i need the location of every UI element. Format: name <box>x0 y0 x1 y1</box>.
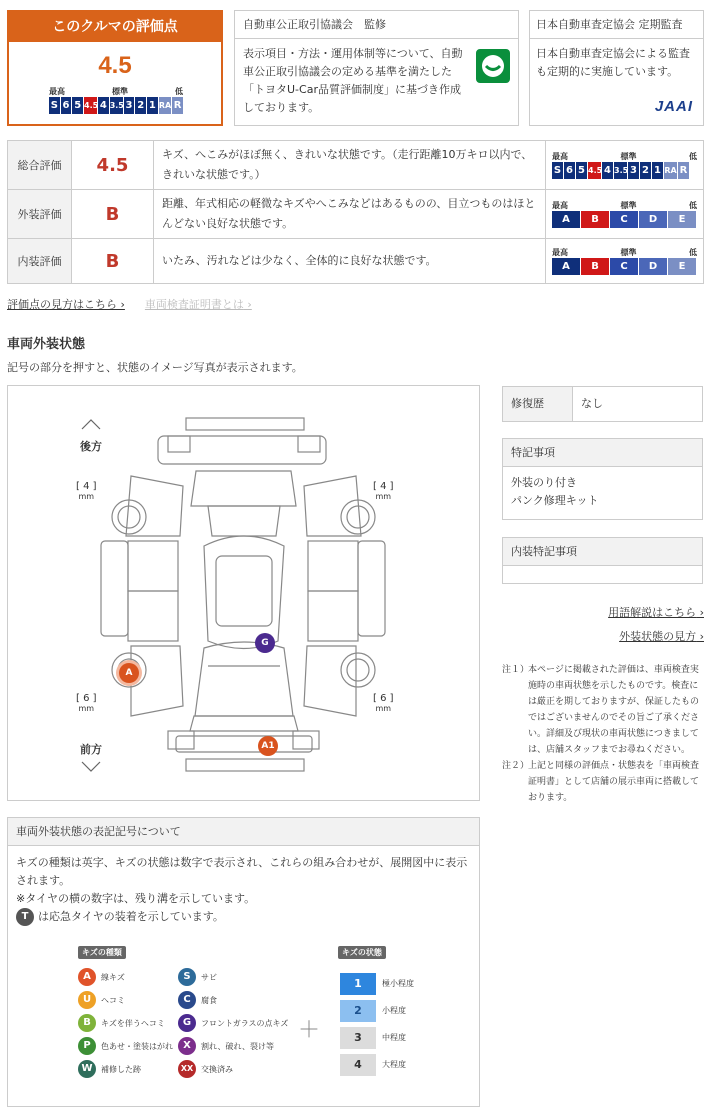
damage-type-name: 補修した跡 <box>101 1064 141 1074</box>
eval-label: 外装評価 <box>8 190 72 239</box>
eval-scale <box>546 141 704 190</box>
scale-cell: RA <box>664 162 677 179</box>
eval-row-exterior <box>8 190 704 239</box>
letter-scale-cells <box>552 211 697 228</box>
legend-desc <box>8 846 479 926</box>
fair-trade-panel <box>234 10 519 126</box>
damage-type-item <box>178 991 217 1009</box>
damage-type-icon: P <box>78 1037 96 1055</box>
damage-mark-a[interactable]: A <box>119 663 139 683</box>
scale-cell: 3 <box>124 97 135 114</box>
scale-cell: R <box>172 97 183 114</box>
damage-type-icon: W <box>78 1060 96 1078</box>
note-number: 注１） <box>502 665 530 675</box>
damage-level-badge: 1 <box>340 973 376 995</box>
damage-type-icon: XX <box>178 1060 196 1078</box>
howto-link-label: 評価点の見方はこちら <box>7 298 117 311</box>
note-item <box>502 662 702 758</box>
damage-type-item <box>78 1060 141 1078</box>
damage-type-name: キズを伴うヘコミ <box>101 1018 165 1028</box>
scale-cell: 4 <box>98 97 109 114</box>
scale-cell: S <box>552 162 563 179</box>
letter-scale-cells <box>552 258 697 275</box>
interior-notes-panel <box>502 537 703 584</box>
scale-cell: 4.5 <box>84 97 97 114</box>
scale-cell: 4 <box>602 162 613 179</box>
scale-cell: 5 <box>72 97 83 114</box>
rear-label: 後方 <box>80 440 102 453</box>
scale-cell: 3.5 <box>614 162 627 179</box>
tire-depth-value: 4 <box>380 481 387 492</box>
score-card <box>7 10 223 126</box>
scale-cell: 6 <box>564 162 575 179</box>
types-head: キズの種類 <box>78 946 126 959</box>
legend-line: キズの種類は英字、キズの状態は数字で表示され、これらの組み合わせが、展開図中に表示されます。 <box>16 856 468 887</box>
fair-trade-title: 自動車公正取引協議会 監修 <box>235 11 518 39</box>
legend-line-text: は応急タイヤの装着を示しています。 <box>38 910 224 923</box>
repair-history-label: 修復歴 <box>503 387 573 421</box>
damage-type-icon: S <box>178 968 196 986</box>
fair-trade-text: 表示項目・方法・運用体制等について、自動車公正取引協議会の定める基準を満たした「トヨタU-Car品質評価制度」に基づき作成しております。 <box>243 47 463 114</box>
scale-std-label: 標準 <box>620 152 637 161</box>
exterior-guide-link-label: 外装状態の見方 <box>619 630 697 643</box>
tire-depth-value: 6 <box>380 693 387 704</box>
exterior-subtitle: 記号の部分を押すと、状態のイメージ写真が表示されます。 <box>7 361 303 374</box>
scale-cells <box>49 97 183 114</box>
eval-value: B <box>72 190 154 239</box>
car-outline <box>8 386 479 800</box>
eval-value: B <box>72 239 154 284</box>
note-text: 本ページに掲載された評価は、車両検査実施時の車両状態を示したものです。検査には厳正を期しておりますが、保証したものではございませんのでその旨ご了承ください。詳細及び現状の車両状態につきましては、店舗スタッフまでお尋ねください。 <box>528 665 700 755</box>
letter-scale-cell: D <box>639 258 667 275</box>
plus-icon: ＋ <box>298 1018 321 1043</box>
score-card-title: このクルマの評価点 <box>9 12 221 42</box>
tire-depth-value: 4 <box>83 481 90 492</box>
tire-depth-unit: mm <box>78 704 95 713</box>
damage-level-badge: 2 <box>340 1000 376 1022</box>
damage-type-name: 割れ、破れ、裂け等 <box>201 1041 274 1051</box>
howto-link[interactable]: 評価点の見方はこちら › <box>7 298 125 311</box>
damage-type-name: 色あせ・塗装はがれ <box>101 1041 173 1051</box>
eval-desc: いたみ、汚れなどは少なく、全体的に良好な状態です。 <box>154 239 546 284</box>
scale-high-label: 最高 <box>49 87 65 96</box>
damage-type-name: 腐食 <box>201 995 217 1005</box>
scale-low-label: 低 <box>689 152 697 161</box>
letter-scale-cell: A <box>552 211 580 228</box>
tire-depth-value: 6 <box>83 693 90 704</box>
scale-std-label: 標準 <box>620 201 637 210</box>
eval-label: 内装評価 <box>8 239 72 284</box>
jaai-title: 日本自動車査定協会 定期監査 <box>530 11 703 39</box>
special-note-item: パンク修理キット <box>511 494 599 507</box>
interior-notes-title: 内装特記事項 <box>503 538 702 566</box>
scale-low-label: 低 <box>689 201 697 210</box>
score-scale <box>49 86 183 114</box>
scale-cell: 3 <box>628 162 639 179</box>
eval-label: 総合評価 <box>8 141 72 190</box>
scale-cell: 6 <box>61 97 72 114</box>
letter-scale-cell: C <box>610 211 638 228</box>
damage-type-name: フロントガラスの点キズ <box>201 1018 289 1028</box>
tire-depth-rear-left: [ 4 ] mm <box>76 481 97 501</box>
damage-type-item <box>178 1037 274 1055</box>
damage-type-item <box>78 1037 173 1055</box>
letter-scale-cell: A <box>552 258 580 275</box>
spare-tire-icon: T <box>16 908 34 926</box>
damage-type-icon: A <box>78 968 96 986</box>
scale-cell: 5 <box>576 162 587 179</box>
scale-cell: 1 <box>652 162 663 179</box>
damage-type-item <box>178 968 217 986</box>
note-text: 上記と同様の評価点・状態表を「車両検査証明書」として店舗の展示車両に搭載しております。 <box>528 761 700 803</box>
scale-cell: 2 <box>135 97 146 114</box>
eval-scale <box>546 190 704 239</box>
damage-type-name: 線キズ <box>101 972 125 982</box>
certificate-link[interactable]: 車両検査証明書とは › <box>144 298 252 311</box>
scale-cell: RA <box>159 97 172 114</box>
damage-level-name: 小程度 <box>382 1006 406 1015</box>
notes <box>502 662 702 806</box>
damage-type-item <box>78 991 125 1009</box>
scale-low-label: 低 <box>175 87 183 96</box>
terms-link[interactable]: 用語解説はこちら › <box>608 606 704 619</box>
scale-std-label: 標準 <box>620 248 637 257</box>
damage-type-item <box>78 968 125 986</box>
special-notes-panel <box>502 438 703 520</box>
damage-level-badge: 3 <box>340 1027 376 1049</box>
scale-high-label: 最高 <box>552 152 568 161</box>
car-diagram <box>7 385 480 801</box>
tire-depth-unit: mm <box>375 492 392 501</box>
letter-scale-cell: E <box>668 211 696 228</box>
eval-desc: 距離、年式相応の軽微なキズやへこみなどはあるものの、目立つものはほとんどない良好な状態です。 <box>154 190 546 239</box>
damage-type-item <box>178 1060 233 1078</box>
score-value: 4.5 <box>98 52 132 79</box>
letter-scale-cell: D <box>639 211 667 228</box>
damage-level-name: 大程度 <box>382 1060 406 1069</box>
damage-type-item <box>178 1014 288 1032</box>
fair-trade-logo-icon <box>476 49 510 83</box>
letter-scale-cell: C <box>610 258 638 275</box>
damage-type-icon: G <box>178 1014 196 1032</box>
damage-type-name: 交換済み <box>201 1064 233 1074</box>
tire-depth-front-right: [ 6 ] mm <box>373 693 394 713</box>
letter-scale-cell: B <box>581 211 609 228</box>
certificate-link-label: 車両検査証明書とは <box>144 298 244 311</box>
front-label: 前方 <box>80 743 102 756</box>
jaai-text: 日本自動車査定協会による監査も定期的に実施しています。 <box>536 47 690 78</box>
tire-depth-front-left: [ 6 ] mm <box>76 693 97 713</box>
damage-type-item <box>78 1014 165 1032</box>
scale-cell: 4.5 <box>588 162 601 179</box>
scale-high-label: 最高 <box>552 201 568 210</box>
damage-type-icon: U <box>78 991 96 1009</box>
terms-link-label: 用語解説はこちら <box>608 606 697 619</box>
damage-level-name: 中程度 <box>382 1033 406 1042</box>
scale-cell: 1 <box>147 97 158 114</box>
scale-cell: 3.5 <box>110 97 123 114</box>
scale-low-label: 低 <box>689 248 697 257</box>
scale-cell: R <box>678 162 689 179</box>
repair-history-table <box>502 386 703 422</box>
damage-level-badge: 4 <box>340 1054 376 1076</box>
repair-history-value: なし <box>581 397 603 410</box>
special-note-item: 外装のり付き <box>511 476 577 489</box>
legend-line <box>16 908 471 926</box>
eval-value: 4.5 <box>72 141 154 190</box>
scale-cell: S <box>49 97 60 114</box>
legend-panel <box>7 817 480 1107</box>
exterior-title: 車両外装状態 <box>7 337 86 352</box>
evaluation-table <box>7 140 704 284</box>
note-item <box>502 758 702 806</box>
damage-type-icon: B <box>78 1014 96 1032</box>
jaai-logo: JAAI <box>654 98 693 115</box>
damage-level-name: 極小程度 <box>382 979 414 988</box>
scale-high-label: 最高 <box>552 248 568 257</box>
special-notes-list <box>503 467 702 517</box>
jaai-panel <box>529 10 704 126</box>
damage-type-name: ヘコミ <box>101 995 125 1005</box>
scale-cells <box>552 162 697 179</box>
special-notes-title: 特記事項 <box>503 439 702 467</box>
eval-row-overall <box>8 141 704 190</box>
scale-std-label: 標準 <box>112 87 128 96</box>
damage-type-icon: X <box>178 1037 196 1055</box>
tire-depth-unit: mm <box>375 704 392 713</box>
legend-title: 車両外装状態の表記記号について <box>8 818 479 846</box>
damage-type-icon: C <box>178 991 196 1009</box>
note-number: 注２） <box>502 761 530 771</box>
damage-mark-a1[interactable]: A1 <box>258 736 278 756</box>
tire-depth-rear-right: [ 4 ] mm <box>373 481 394 501</box>
state-head: キズの状態 <box>338 946 386 959</box>
eval-scale <box>546 239 704 284</box>
damage-type-name: サビ <box>201 972 217 982</box>
legend-line: ※タイヤの横の数字は、残り溝を示しています。 <box>16 892 256 905</box>
exterior-guide-link[interactable]: 外装状態の見方 › <box>619 630 704 643</box>
eval-desc: キズ、へこみがほぼ無く、きれいな状態です。（走行距離10万キロ以内で、きれいな状態です。） <box>154 141 546 190</box>
tire-depth-unit: mm <box>78 492 95 501</box>
scale-cell: 2 <box>640 162 651 179</box>
letter-scale-cell: B <box>581 258 609 275</box>
damage-mark-g[interactable]: G <box>255 633 275 653</box>
eval-row-interior <box>8 239 704 284</box>
letter-scale-cell: E <box>668 258 696 275</box>
